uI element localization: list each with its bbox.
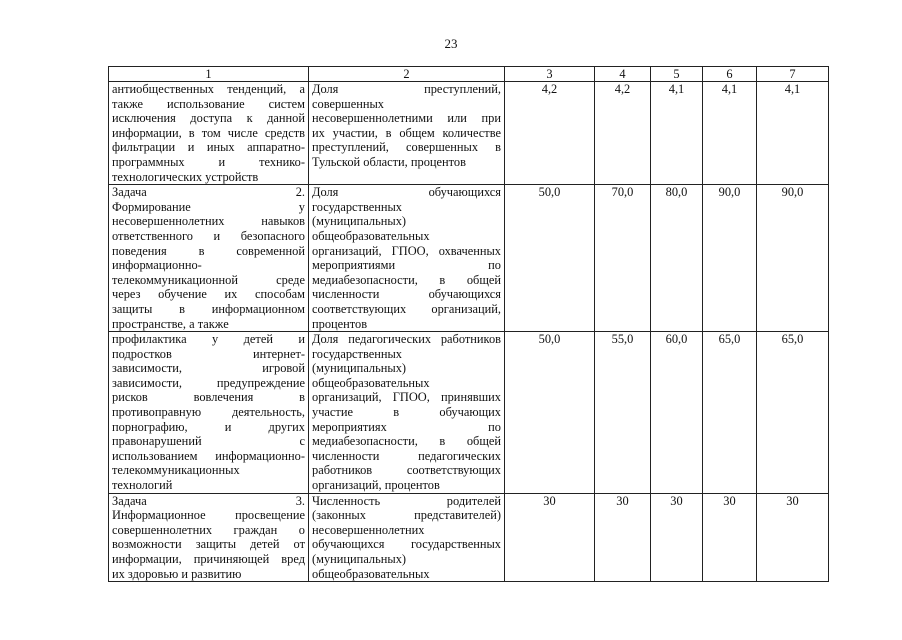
cell-text-line: профилактика у детей и xyxy=(112,332,305,347)
column-header-4: 4 xyxy=(595,67,651,82)
cell-text-line: Численность родителей xyxy=(312,493,501,508)
cell-text-line: общеобразовательных xyxy=(312,566,430,581)
table-row xyxy=(109,82,829,185)
cell-text-line: (муниципальных) xyxy=(312,214,407,229)
value-cell-col-6: 65,0 xyxy=(703,332,757,494)
cell-text-line: несовершеннолетних xyxy=(312,522,425,537)
cell-text-line: мероприятиях по xyxy=(312,419,501,434)
cell-text-line: организаций, ГПОО, охваченных xyxy=(312,243,501,258)
value-cell-col-7: 65,0 xyxy=(757,332,829,494)
cell-text-line: рисков вовлечения в xyxy=(112,390,305,405)
cell-text-line: исключения доступа к данной xyxy=(112,111,305,126)
cell-text-line: мероприятиями по xyxy=(312,258,501,273)
cell-text-line: Задача 2. xyxy=(112,185,305,200)
cell-text-line: (законных представителей) xyxy=(312,508,501,523)
cell-text-line: подростков интернет- xyxy=(112,346,305,361)
cell-text-line: Задача 3. xyxy=(112,493,305,508)
cell-text-line: государственных xyxy=(312,346,403,361)
task-description-cell xyxy=(109,493,309,582)
cell-text-line: их участии, в общем количестве xyxy=(312,125,501,140)
cell-text-line: процентов xyxy=(312,316,368,331)
value-cell-col-6: 30 xyxy=(703,493,757,582)
value-cell-col-7: 30 xyxy=(757,493,829,582)
page-number: 23 xyxy=(444,36,458,51)
cell-text-line: телекоммуникационных xyxy=(112,463,240,478)
cell-text-line: через обучение их способам xyxy=(112,287,305,302)
value-cell-col-3: 30 xyxy=(505,493,595,582)
cell-text-line: общеобразовательных xyxy=(312,375,430,390)
cell-text-line: численности обучающихся xyxy=(312,287,501,302)
cell-text-line: программных и технико- xyxy=(112,154,305,169)
value-cell-col-3: 50,0 xyxy=(505,332,595,494)
cell-text-line: также использование систем xyxy=(112,96,305,111)
cell-text-line: зависимости, предупреждение xyxy=(112,375,305,390)
value-cell-col-5: 4,1 xyxy=(651,82,703,185)
cell-text-line: технологических устройств xyxy=(112,169,259,184)
cell-text-line: организаций, процентов xyxy=(312,478,440,493)
cell-text-line: государственных xyxy=(312,199,403,214)
value-cell-col-5: 80,0 xyxy=(651,185,703,332)
cell-text-line: Доля педагогических работников xyxy=(312,332,501,347)
column-header-1: 1 xyxy=(109,67,309,82)
cell-text-line: Формирование у xyxy=(112,199,305,214)
value-cell-col-4: 70,0 xyxy=(595,185,651,332)
indicator-description-cell xyxy=(309,82,505,185)
cell-text-line: организаций, ГПОО, принявших xyxy=(312,390,501,405)
table-row xyxy=(109,493,829,582)
cell-text-line: (муниципальных) xyxy=(312,361,407,376)
cell-text-line: правонарушений с xyxy=(112,434,305,449)
cell-text-line: порнографию, и других xyxy=(112,419,305,434)
cell-text-line: антиобщественных тенденций, а xyxy=(112,82,305,96)
cell-text-line: Информационное просвещение xyxy=(112,508,305,523)
table-row xyxy=(109,332,829,494)
indicator-description-cell xyxy=(309,185,505,332)
cell-text-line: информационно- xyxy=(112,258,202,273)
cell-text-line: информации, причиняющей вред xyxy=(112,552,305,566)
indicator-description-cell xyxy=(309,493,505,582)
cell-text-line: преступлений, совершенных в xyxy=(312,140,501,155)
cell-text-line: ответственного и безопасного xyxy=(112,228,305,243)
cell-text-line: информации, в том числе средств xyxy=(112,125,305,140)
value-cell-col-6: 4,1 xyxy=(703,82,757,185)
cell-text-line: телекоммуникационной среде xyxy=(112,272,305,287)
cell-text-line: несовершеннолетних навыков xyxy=(112,214,305,229)
cell-text-line: их здоровью и развитию xyxy=(112,566,242,581)
cell-text-line: противоправную деятельность, xyxy=(112,405,305,420)
cell-text-line: совершеннолетних граждан о xyxy=(112,522,305,537)
value-cell-col-4: 4,2 xyxy=(595,82,651,185)
task-description-cell xyxy=(109,82,309,185)
value-cell-col-5: 30 xyxy=(651,493,703,582)
task-description-cell xyxy=(109,332,309,494)
task-description-cell xyxy=(109,185,309,332)
column-header-5: 5 xyxy=(651,67,703,82)
cell-text-line: Доля обучающихся xyxy=(312,185,501,200)
value-cell-col-3: 50,0 xyxy=(505,185,595,332)
cell-text-line: зависимости, игровой xyxy=(112,361,305,376)
table-header-row xyxy=(109,67,829,82)
cell-text-line: возможности защиты детей от xyxy=(112,537,305,552)
cell-text-line: Доля преступлений, xyxy=(312,82,501,96)
cell-text-line: работников соответствующих xyxy=(312,463,501,478)
cell-text-line: пространстве, а также xyxy=(112,316,229,331)
column-header-6: 6 xyxy=(703,67,757,82)
value-cell-col-6: 90,0 xyxy=(703,185,757,332)
column-header-3: 3 xyxy=(505,67,595,82)
value-cell-col-4: 55,0 xyxy=(595,332,651,494)
value-cell-col-7: 4,1 xyxy=(757,82,829,185)
cell-text-line: Тульской области, процентов xyxy=(312,154,466,169)
cell-text-line: совершенных xyxy=(312,96,384,111)
cell-text-line: (муниципальных) xyxy=(312,552,407,566)
table-row xyxy=(109,185,829,332)
cell-text-line: общеобразовательных xyxy=(312,228,430,243)
cell-text-line: использованием информационно- xyxy=(112,448,305,463)
value-cell-col-3: 4,2 xyxy=(505,82,595,185)
indicators-table xyxy=(108,66,829,582)
cell-text-line: защиты в информационном xyxy=(112,301,305,316)
value-cell-col-7: 90,0 xyxy=(757,185,829,332)
value-cell-col-4: 30 xyxy=(595,493,651,582)
cell-text-line: поведения в современной xyxy=(112,243,305,258)
cell-text-line: соответствующих организаций, xyxy=(312,301,501,316)
value-cell-col-5: 60,0 xyxy=(651,332,703,494)
column-header-7: 7 xyxy=(757,67,829,82)
cell-text-line: фильтрации и иных аппаратно- xyxy=(112,140,305,155)
cell-text-line: численности педагогических xyxy=(312,448,501,463)
cell-text-line: медиабезопасности, в общей xyxy=(312,272,501,287)
cell-text-line: обучающихся государственных xyxy=(312,537,501,552)
indicator-description-cell xyxy=(309,332,505,494)
cell-text-line: участие в обучающих xyxy=(312,405,501,420)
column-header-2: 2 xyxy=(309,67,505,82)
cell-text-line: технологий xyxy=(112,478,173,493)
cell-text-line: несовершеннолетними или при xyxy=(312,111,501,126)
cell-text-line: медиабезопасности, в общей xyxy=(312,434,501,449)
